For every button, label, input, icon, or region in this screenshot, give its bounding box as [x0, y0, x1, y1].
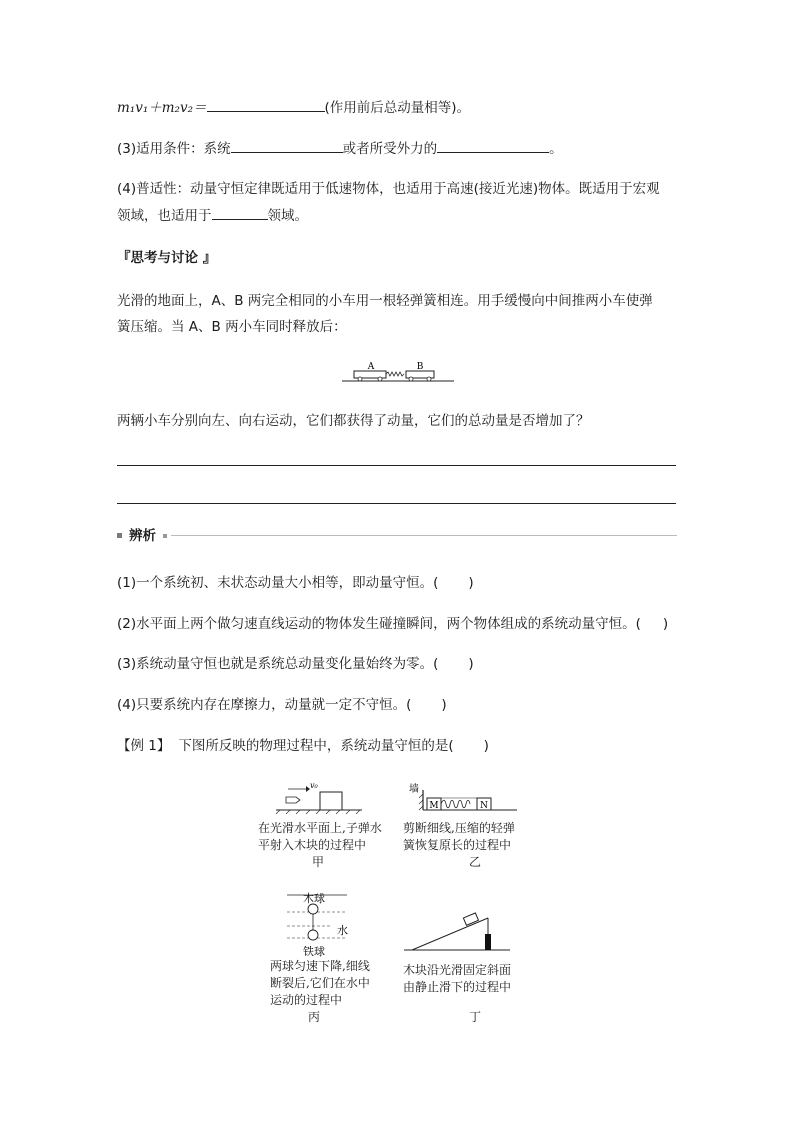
example-text: 下图所反映的物理过程中，系统动量守恒的是( [178, 738, 454, 754]
momentum-formula-line [117, 95, 470, 119]
condition-text-b: 或者所受外力的 [342, 141, 438, 157]
v0-label: v₀ [310, 781, 318, 790]
think-paragraph-2: 簧压缩。当 A、B 两小车同时释放后： [117, 319, 347, 335]
universality-text-a: 领域，也适用于 [117, 208, 212, 224]
universality-line: (4)普适性：动量守恒定律既适用于低速物体，也适用于高速(接近光速)物体。既适用于宏观 [117, 181, 660, 197]
cart-a-label: A [367, 362, 375, 372]
figure-yi-spring-blocks [405, 780, 525, 814]
think-discuss-title: 『思考与讨论 』 [117, 250, 217, 266]
judgement-item-3 [117, 653, 474, 675]
paren-close: ) [468, 656, 474, 672]
example-tag: 【例 1】 [117, 738, 171, 754]
paren-close: ) [483, 738, 489, 754]
judgement-text: (3)系统动量守恒也就是系统总动量变化量始终为零。( [117, 656, 439, 672]
universality-text-b: 领域。 [267, 208, 308, 224]
block-m-label: M [429, 801, 439, 811]
figure-bing-caption-2: 断裂后,它们在水中 [270, 976, 370, 990]
answer-blank-4[interactable] [212, 203, 268, 220]
figure-bing-balls-in-water [283, 888, 363, 958]
paren-close: ) [468, 575, 474, 591]
figure-ding-caption-1: 木块沿光滑固定斜面 [403, 963, 512, 977]
judgement-text: (2)水平面上两个做匀速直线运动的物体发生碰撞瞬间，两个物体组成的系统动量守恒。( [117, 616, 641, 632]
block-n-label: N [480, 801, 488, 811]
wall-label: 墙 [409, 784, 419, 795]
judgement-item-2 [117, 613, 668, 635]
universality-line-2 [117, 203, 308, 227]
momentum-formula: m₁v₁＋m₂v₂＝ [117, 100, 207, 116]
two-carts-figure [340, 358, 456, 386]
judgement-item-4 [117, 694, 447, 716]
paren-close: ) [662, 616, 669, 632]
figure-yi-caption-1: 剪断细线,压缩的轻弹 [403, 821, 515, 835]
think-paragraph-1: 光滑的地面上，A、B 两完全相同的小车用一根轻弹簧相连。用手缓慢向中间推两小车使弹 [117, 293, 653, 309]
answer-blank-1[interactable] [207, 95, 325, 112]
answer-blank-2[interactable] [231, 136, 343, 153]
iron-ball-label: 铁球 [303, 945, 325, 958]
figure-bing-name: 丙 [307, 1010, 320, 1024]
section-label: 辨析 [129, 528, 156, 544]
think-question: 两辆小车分别向左、向右运动，它们都获得了动量，它们的总动量是否增加了？ [117, 413, 590, 429]
figure-jia-name: 甲 [311, 855, 324, 869]
paren-close: ) [441, 697, 447, 713]
judgement-text: (1)一个系统初、末状态动量大小相等，即动量守恒。( [117, 575, 439, 591]
figure-yi-caption-2: 簧恢复原长的过程中 [403, 838, 512, 852]
judgement-text: (4)只要系统内存在摩擦力，动量就一定不守恒。( [117, 697, 412, 713]
figure-ding-name: 丁 [468, 1010, 481, 1024]
figure-ding-incline [402, 906, 514, 956]
judgement-item-1 [117, 572, 474, 594]
section-bullet-icon [117, 533, 122, 538]
water-label: 水 [337, 924, 348, 937]
answer-line-1[interactable] [117, 465, 676, 466]
wood-ball-label: 木球 [303, 892, 325, 905]
cart-b-label: B [416, 362, 424, 372]
figure-jia-caption-2: 平射入木块的过程中 [258, 838, 367, 852]
answer-line-2[interactable] [117, 503, 676, 504]
applicable-conditions-line [117, 136, 563, 160]
example-1 [117, 735, 489, 757]
condition-text-c: 。 [549, 141, 563, 157]
formula-note: (作用前后总动量相等)。 [324, 100, 471, 116]
figure-ding-caption-2: 由静止滑下的过程中 [403, 980, 512, 994]
analysis-section-header [117, 528, 677, 544]
section-divider [171, 535, 677, 536]
figure-jia-caption-1: 在光滑水平面上,子弹水 [258, 821, 382, 835]
section-dot-icon [163, 534, 167, 538]
condition-text-a: (3)适用条件：系统 [117, 141, 231, 157]
figure-yi-name: 乙 [468, 855, 481, 869]
figure-bing-caption-3: 运动的过程中 [270, 993, 343, 1007]
figure-bing-caption-1: 两球匀速下降,细线 [270, 959, 370, 973]
answer-blank-3[interactable] [437, 136, 549, 153]
figure-jia-bullet-block [272, 780, 372, 814]
